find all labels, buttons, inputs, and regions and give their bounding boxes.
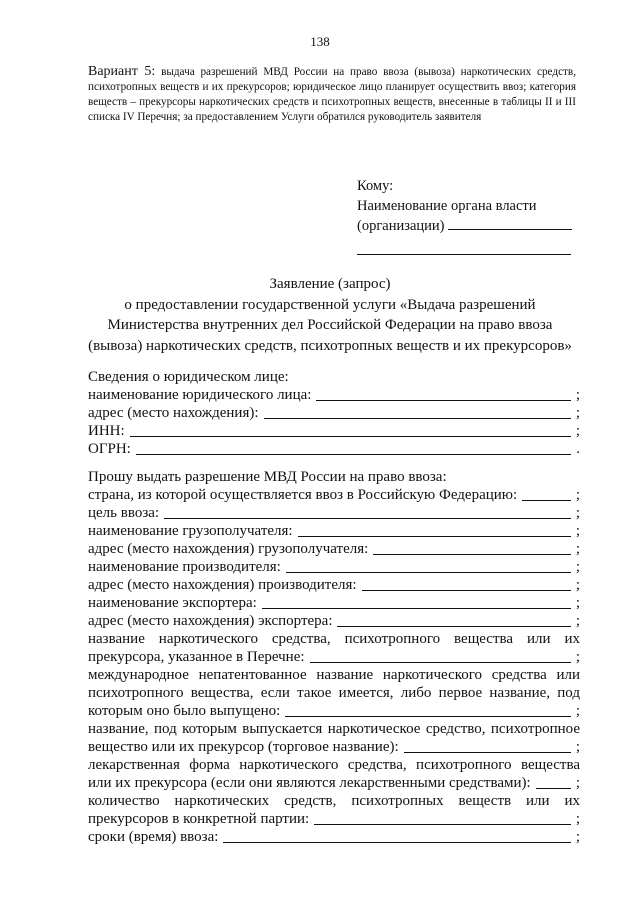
- punct: ;: [575, 559, 580, 575]
- field-label: которым оно было выпущено:: [88, 703, 281, 719]
- entity-name-blank[interactable]: [316, 399, 571, 401]
- punct: ;: [575, 387, 580, 403]
- producer-name-blank[interactable]: [286, 571, 571, 573]
- field-label: страна, из которой осуществляется ввоз в Российскую Федерацию:: [88, 487, 518, 503]
- field-inn-name: [88, 702, 580, 720]
- field-country: [88, 486, 580, 504]
- punct: ;: [575, 649, 580, 665]
- field-consignee-name: [88, 522, 580, 540]
- substance-name-line1: название наркотического средства, психотропного вещества или их: [88, 631, 580, 647]
- punct: ;: [575, 505, 580, 521]
- field-label: наименование производителя:: [88, 559, 281, 575]
- field-label: или их прекурсора (если они являются лекарственными средствами):: [88, 775, 531, 791]
- field-substance-name: [88, 648, 580, 666]
- field-trade-name: [88, 738, 580, 756]
- field-label: наименование грузополучателя:: [88, 523, 293, 539]
- punct: ;: [575, 739, 580, 755]
- field-entity-address: [88, 404, 580, 422]
- exporter-name-blank[interactable]: [262, 607, 571, 609]
- title-line2: о предоставлении государственной услуги «Выдача разрешений: [124, 296, 536, 313]
- field-exporter-address: [88, 612, 580, 630]
- inn-name-line2: психотропного вещества, если такое имеется, либо первое название, под: [88, 685, 580, 701]
- dosage-form-line1: лекарственная форма наркотического средства, психотропного вещества: [88, 757, 580, 773]
- quantity-blank[interactable]: [314, 823, 571, 825]
- field-producer-address: [88, 576, 580, 594]
- inn-name-blank[interactable]: [285, 715, 571, 717]
- ogrn-blank[interactable]: [136, 453, 571, 455]
- substance-name-blank[interactable]: [310, 661, 571, 663]
- field-label: адрес (место нахождения) производителя:: [88, 577, 357, 593]
- punct: ;: [575, 775, 580, 791]
- field-label: прекурсора, указанное в Перечне:: [88, 649, 305, 665]
- document-title: [80, 274, 580, 356]
- field-label: ОГРН:: [88, 441, 131, 457]
- request-heading: Прошу выдать разрешение МВД России на право ввоза:: [88, 469, 447, 485]
- variant-text: выдача разрешений МВД России на право ввоза (вывоза) наркотических средств, психотропных веществ и их прекурсоров; юридическое лицо планирует осуществить ввоз; категория веществ – прекурсоры наркотических средств и психотропных веществ, внесенные в таблицы II и III списка IV Перечня; за предоставлением Услуги обратился руководитель заявителя: [88, 66, 577, 123]
- dosage-form-blank[interactable]: [536, 787, 571, 789]
- consignee-name-blank[interactable]: [298, 535, 571, 537]
- punct: ;: [575, 595, 580, 611]
- inn-blank[interactable]: [130, 435, 571, 437]
- inn-name-line1: международное непатентованное название наркотического средства или: [88, 667, 580, 683]
- field-label: наименование экспортера:: [88, 595, 257, 611]
- addressee-line1: Наименование органа власти: [357, 198, 537, 214]
- field-dosage-form: [88, 774, 580, 792]
- field-label: прекурсоров в конкретной партии:: [88, 811, 310, 827]
- field-label: ИНН:: [88, 423, 125, 439]
- legal-entity-section: [88, 368, 580, 458]
- exporter-address-blank[interactable]: [337, 625, 571, 627]
- purpose-blank[interactable]: [164, 517, 571, 519]
- punct: ;: [575, 811, 580, 827]
- punct: ;: [575, 541, 580, 557]
- field-terms: [88, 828, 580, 846]
- punct: ;: [575, 523, 580, 539]
- title-line3: Министерства внутренних дел Российской Федерации на право ввоза: [107, 317, 553, 333]
- field-label: адрес (место нахождения) грузополучателя:: [88, 541, 369, 557]
- producer-address-blank[interactable]: [362, 589, 571, 591]
- field-purpose: [88, 504, 580, 522]
- addressee-block: [357, 176, 572, 255]
- field-label: адрес (место нахождения) экспортера:: [88, 613, 333, 629]
- quantity-line1: количество наркотических средств, психотропных веществ или их: [88, 793, 580, 809]
- page-number: 138: [310, 34, 330, 49]
- request-section: [88, 468, 580, 846]
- trade-name-blank[interactable]: [404, 751, 571, 753]
- punct: ;: [575, 703, 580, 719]
- field-label: цель ввоза:: [88, 505, 160, 521]
- punct: .: [576, 441, 580, 457]
- title-line1: Заявление (запрос): [269, 276, 391, 292]
- variant-lead: Вариант 5:: [88, 64, 156, 79]
- field-entity-name: [88, 386, 580, 404]
- addressee-line2: (организации): [357, 218, 445, 234]
- punct: ;: [575, 405, 580, 421]
- punct: ;: [575, 829, 580, 845]
- field-ogrn: [88, 440, 580, 458]
- country-blank[interactable]: [522, 499, 571, 501]
- punct: ;: [575, 423, 580, 439]
- field-exporter-name: [88, 594, 580, 612]
- field-label: наименование юридического лица:: [88, 387, 312, 403]
- punct: ;: [575, 577, 580, 593]
- variant-description: [88, 64, 576, 125]
- punct: ;: [575, 487, 580, 503]
- consignee-address-blank[interactable]: [373, 553, 571, 555]
- field-label: вещество или их прекурсор (торговое название):: [88, 739, 399, 755]
- addressee-blank-1[interactable]: [448, 217, 572, 230]
- addressee-blank-2[interactable]: [357, 236, 571, 255]
- legal-entity-heading: Сведения о юридическом лице:: [88, 369, 289, 385]
- field-inn: [88, 422, 580, 440]
- field-quantity: [88, 810, 580, 828]
- addressee-to: Кому:: [357, 178, 394, 194]
- field-label: адрес (место нахождения):: [88, 405, 259, 421]
- terms-blank[interactable]: [223, 841, 571, 843]
- punct: ;: [575, 613, 580, 629]
- field-label: сроки (время) ввоза:: [88, 829, 219, 845]
- title-line4: (вывоза) наркотических средств, психотропных веществ и их прекурсоров»: [88, 337, 572, 354]
- field-producer-name: [88, 558, 580, 576]
- entity-address-blank[interactable]: [264, 417, 571, 419]
- trade-name-line1: название, под которым выпускается наркотическое средство, психотропное: [88, 721, 580, 737]
- field-consignee-address: [88, 540, 580, 558]
